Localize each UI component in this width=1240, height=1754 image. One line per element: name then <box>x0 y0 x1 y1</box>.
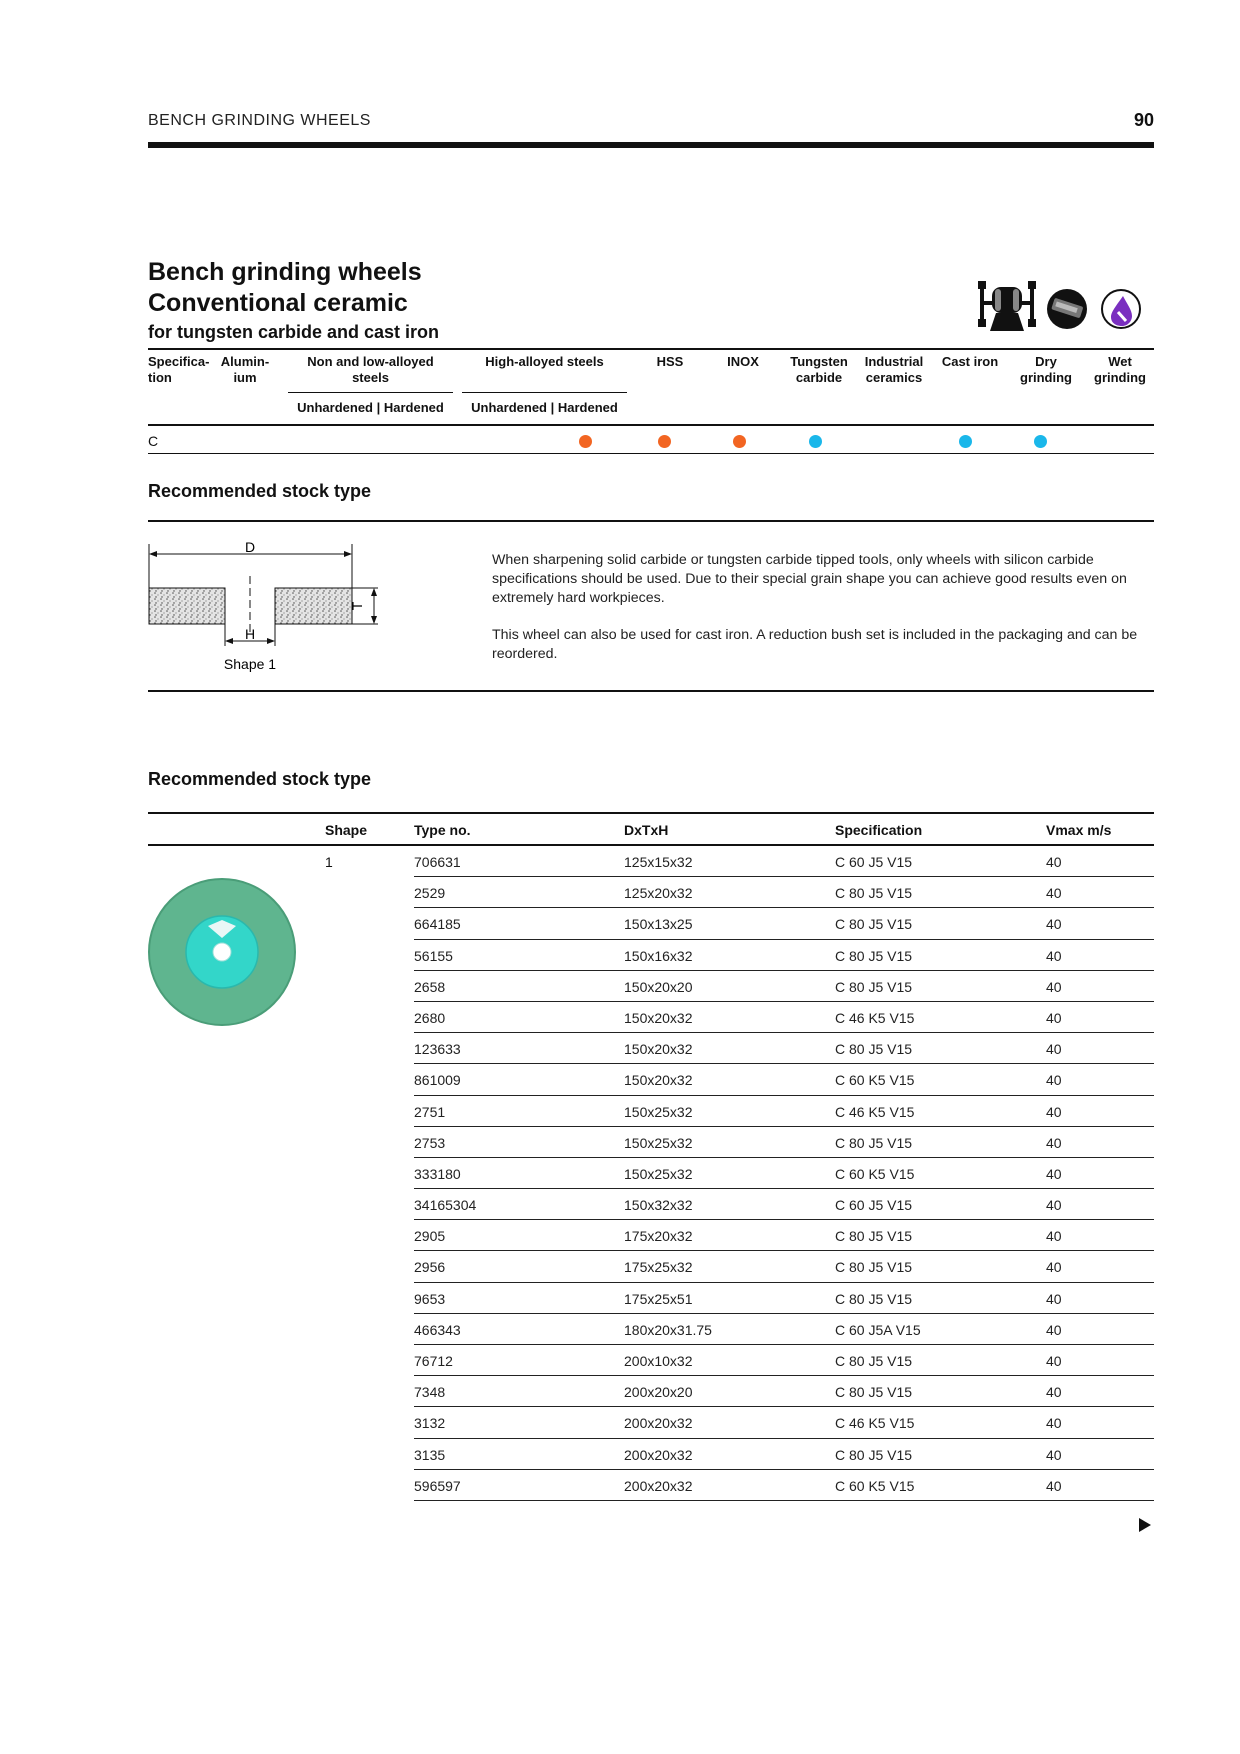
cell-type-no: 7348 <box>414 1384 446 1401</box>
description-p1: When sharpening solid carbide or tungsten carbide tipped tools, only wheels with silicon carbide specifications should be used. Due to their special grain shape you can achieve good results even on extremely hard workpieces. <box>492 552 1127 606</box>
cell-vmax: 40 <box>1046 1290 1062 1307</box>
cell-dims: 175x25x32 <box>624 1259 693 1276</box>
cell-dims: 150x25x32 <box>624 1134 693 1151</box>
th-dims: DxTxH <box>624 822 669 838</box>
section-title-stock-type-2: Recommended stock type <box>148 769 372 789</box>
title-block <box>148 257 439 343</box>
cell-vmax: 40 <box>1046 885 1062 902</box>
cell-type-no: 861009 <box>414 1072 461 1089</box>
cell-vmax: 40 <box>1046 916 1062 933</box>
cell-type-no: 2751 <box>414 1103 446 1120</box>
cell-dims: 150x20x20 <box>624 978 693 995</box>
shape-diagram <box>148 538 394 688</box>
cell-type-no: 2680 <box>414 1009 446 1026</box>
cell-spec: C 80 J5 V15 <box>835 885 913 902</box>
title-line-1: Bench grinding wheels <box>148 258 422 286</box>
cell-spec: C 60 J5 V15 <box>835 1197 913 1214</box>
cell-spec: C 80 J5 V15 <box>835 1259 913 1276</box>
cell-dims: 200x20x32 <box>624 1415 693 1432</box>
col-wet-grinding: Wet grinding <box>1094 354 1146 385</box>
label-d: D <box>244 539 256 555</box>
cell-dims: 150x25x32 <box>624 1165 693 1182</box>
non-alloyed-subheader: Unhardened | Hardened <box>297 400 444 415</box>
table-row <box>414 1407 1154 1438</box>
dot-inox <box>733 435 746 448</box>
cell-vmax: 40 <box>1046 1072 1062 1089</box>
cell-type-no: 706631 <box>414 854 461 870</box>
cell-spec: C 46 K5 V15 <box>835 1103 915 1120</box>
cell-type-no: 123633 <box>414 1041 461 1058</box>
cell-type-no: 3132 <box>414 1415 446 1432</box>
grinding-wheel-image <box>148 878 296 1026</box>
cell-dims: 200x10x32 <box>624 1353 693 1369</box>
col-hss: HSS <box>656 354 684 369</box>
cell-spec: C 80 J5 V15 <box>835 1041 913 1058</box>
cell-vmax: 40 <box>1046 1384 1062 1401</box>
cell-vmax: 40 <box>1046 1197 1062 1214</box>
cell-type-no: 34165304 <box>414 1197 477 1214</box>
table-row <box>414 1470 1154 1501</box>
cell-vmax: 40 <box>1046 1228 1062 1245</box>
table-row <box>414 1220 1154 1251</box>
shape-value: 1 <box>325 854 333 870</box>
next-page-arrow-icon[interactable] <box>1139 1518 1151 1532</box>
table-row <box>414 1096 1154 1127</box>
cell-vmax: 40 <box>1046 1446 1062 1463</box>
cell-spec: C 60 K5 V15 <box>835 1165 915 1182</box>
table-row <box>414 908 1154 939</box>
application-icons <box>976 281 1156 331</box>
cell-spec: C 80 J5 V15 <box>835 1134 913 1151</box>
high-alloyed-subheader: Unhardened | Hardened <box>471 400 618 415</box>
th-shape: Shape <box>325 822 368 838</box>
cell-vmax: 40 <box>1046 1009 1062 1026</box>
cell-spec: C 80 J5 V15 <box>835 947 913 964</box>
cell-dims: 180x20x31.75 <box>624 1321 712 1338</box>
matrix-top-rule <box>148 348 1154 350</box>
col-inox: INOX <box>727 354 759 369</box>
cell-dims: 150x13x25 <box>624 916 693 933</box>
col-aluminium: Alumin- ium <box>220 354 270 385</box>
label-t: T <box>349 601 365 611</box>
page-header <box>148 112 1154 148</box>
cell-spec: C 46 K5 V15 <box>835 1415 915 1432</box>
col-tungsten-carbide: Tungsten carbide <box>790 354 848 385</box>
high-alloyed-sub-rule <box>462 392 627 393</box>
cell-dims: 125x15x32 <box>624 854 693 870</box>
cell-spec: C 80 J5 V15 <box>835 1384 913 1401</box>
cell-dims: 200x20x32 <box>624 1446 693 1463</box>
description-p2: This wheel can also be used for cast iron. A reduction bush set is included in the packaging and can be reordered. <box>492 627 1138 662</box>
cell-vmax: 40 <box>1046 1134 1062 1151</box>
cell-spec: C 46 K5 V15 <box>835 1009 915 1026</box>
dot-hss <box>658 435 671 448</box>
matrix-bottom-rule <box>148 453 1154 454</box>
section-title: BENCH GRINDING WHEELS <box>148 112 371 129</box>
th-vmax: Vmax m/s <box>1046 822 1112 838</box>
table-top-rule <box>148 812 1154 814</box>
cell-vmax: 40 <box>1046 947 1062 964</box>
cell-dims: 150x20x32 <box>624 1072 693 1089</box>
cell-spec: C 80 J5 V15 <box>835 1228 913 1245</box>
table-row <box>414 1251 1154 1282</box>
cell-dims: 150x20x32 <box>624 1041 693 1058</box>
cell-vmax: 40 <box>1046 1415 1062 1432</box>
description <box>492 551 1157 664</box>
cell-dims: 200x20x32 <box>624 1477 693 1494</box>
cell-spec: C 80 J5 V15 <box>835 978 913 995</box>
cell-type-no: 2905 <box>414 1228 446 1245</box>
cell-type-no: 2956 <box>414 1259 446 1276</box>
cell-spec: C 60 K5 V15 <box>835 1477 915 1494</box>
th-specification: Specification <box>835 822 923 838</box>
section-title-stock-type-1: Recommended stock type <box>148 481 372 501</box>
table-row <box>414 1158 1154 1189</box>
cell-type-no: 2658 <box>414 978 446 995</box>
cell-dims: 150x16x32 <box>624 947 693 964</box>
table-row <box>414 1345 1154 1376</box>
cell-vmax: 40 <box>1046 1259 1062 1276</box>
cell-type-no: 466343 <box>414 1321 461 1338</box>
col-non-alloyed: Non and low-alloyed steels <box>307 354 434 385</box>
cell-type-no: 2753 <box>414 1134 446 1151</box>
cell-vmax: 40 <box>1046 1041 1062 1058</box>
cell-type-no: 56155 <box>414 947 453 964</box>
cell-type-no: 596597 <box>414 1477 461 1494</box>
dot-tungsten-carbide <box>809 435 822 448</box>
dot-cast-iron <box>959 435 972 448</box>
label-h: H <box>244 626 256 642</box>
cell-spec: C 60 K5 V15 <box>835 1072 915 1089</box>
cell-dims: 150x32x32 <box>624 1197 693 1214</box>
cell-dims: 150x20x32 <box>624 1009 693 1026</box>
col-specification: Specifica- tion <box>148 354 210 385</box>
cell-dims: 175x25x51 <box>624 1290 693 1307</box>
cell-dims: 200x20x20 <box>624 1384 693 1401</box>
cell-spec: C 80 J5 V15 <box>835 1290 913 1307</box>
section-1-bottom-rule <box>148 690 1154 692</box>
dot-high-alloyed-hardened <box>579 435 592 448</box>
coolant-drop-icon <box>1100 288 1142 330</box>
table-row <box>414 940 1154 971</box>
cell-dims: 175x20x32 <box>624 1228 693 1245</box>
cell-vmax: 40 <box>1046 1477 1062 1494</box>
table-row <box>414 1127 1154 1158</box>
table-row <box>414 1376 1154 1407</box>
section-1-rule <box>148 520 1154 522</box>
table-row <box>414 846 1154 877</box>
cell-vmax: 40 <box>1046 854 1062 870</box>
cell-dims: 150x25x32 <box>624 1103 693 1120</box>
table-row <box>414 1064 1154 1095</box>
table-row <box>414 1033 1154 1064</box>
header-rule <box>148 142 1154 148</box>
cell-vmax: 40 <box>1046 978 1062 995</box>
non-alloyed-sub-rule <box>288 392 453 393</box>
col-cast-iron: Cast iron <box>941 354 999 369</box>
table-row <box>414 1002 1154 1033</box>
matrix-header-rule <box>148 424 1154 426</box>
cell-type-no: 9653 <box>414 1290 446 1307</box>
col-dry-grinding: Dry grinding <box>1020 354 1072 385</box>
cell-spec: C 60 J5A V15 <box>835 1321 921 1338</box>
bench-grinder-icon <box>976 281 1038 331</box>
dot-dry-grinding <box>1034 435 1047 448</box>
col-high-alloyed: High-alloyed steels <box>485 354 604 369</box>
cell-vmax: 40 <box>1046 1353 1062 1369</box>
cell-spec: C 60 J5 V15 <box>835 854 913 870</box>
cell-vmax: 40 <box>1046 1103 1062 1120</box>
table-rows <box>414 846 1154 1501</box>
table-row <box>414 1283 1154 1314</box>
th-type-no: Type no. <box>414 822 471 838</box>
cell-vmax: 40 <box>1046 1321 1062 1338</box>
shape-caption: Shape 1 <box>223 656 277 672</box>
cell-type-no: 333180 <box>414 1165 461 1182</box>
cell-spec: C 80 J5 V15 <box>835 1446 913 1463</box>
cell-spec: C 80 J5 V15 <box>835 1353 913 1369</box>
cell-type-no: 3135 <box>414 1446 446 1463</box>
table-row <box>414 971 1154 1002</box>
table-row <box>414 1189 1154 1220</box>
cell-type-no: 2529 <box>414 885 446 902</box>
tool-sharpening-icon <box>1046 288 1088 330</box>
table-row <box>414 1314 1154 1345</box>
col-industrial-ceramics: Industrial ceramics <box>864 354 924 385</box>
title-line-2: Conventional ceramic <box>148 289 408 317</box>
cell-dims: 125x20x32 <box>624 885 693 902</box>
matrix-row-spec: C <box>148 433 159 449</box>
page-number: 90 <box>1133 110 1154 130</box>
table-row <box>414 877 1154 908</box>
table-row <box>414 1439 1154 1470</box>
cell-type-no: 76712 <box>414 1353 453 1369</box>
cell-vmax: 40 <box>1046 1165 1062 1182</box>
title-subtitle: for tungsten carbide and cast iron <box>148 322 440 342</box>
cell-spec: C 80 J5 V15 <box>835 916 913 933</box>
cell-type-no: 664185 <box>414 916 461 933</box>
